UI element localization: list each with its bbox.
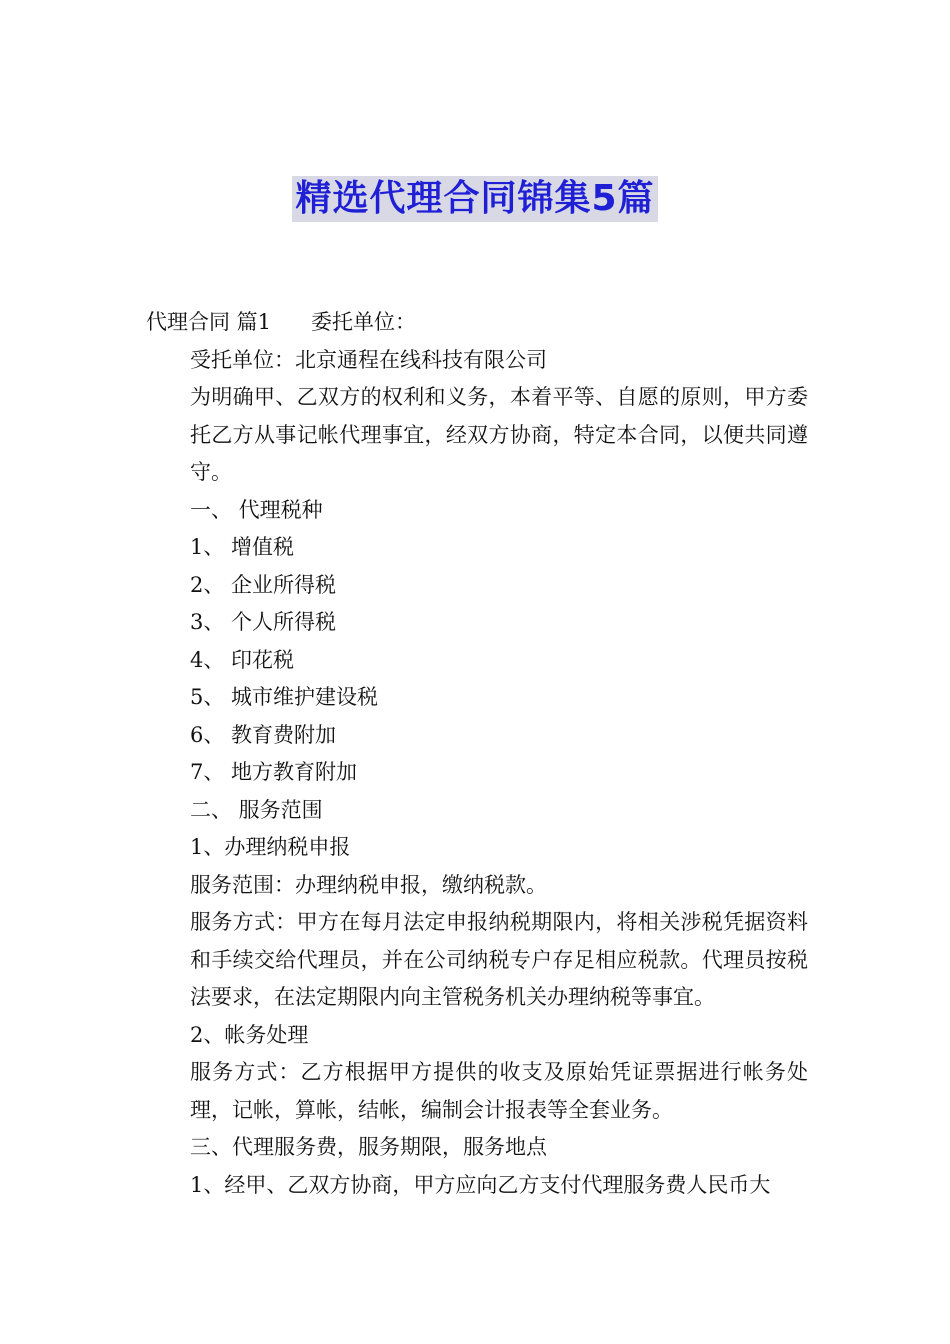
list-item-tax: 6、 教育费附加 [190,722,337,747]
paragraph-service-scope: 服务范围：办理纳税申报，缴纳税款。 [190,872,547,897]
list-item-tax: 2、 企业所得税 [190,572,337,597]
list-item-tax: 1、 增值税 [190,535,295,559]
paragraph-purpose: 为明确甲、乙双方的权利和义务，本着平等、自愿的原则，甲方委托乙方从事记帐代理事宜，经双方协商，特定本合同，以便共同遵守。 [190,385,808,484]
section-heading-tax-types: 一、 代理税种 [190,497,323,522]
list-item-tax: 3、 个人所得税 [190,610,337,634]
header-line [146,304,808,342]
paragraph-service-method-bookkeeping: 服务方式：乙方根据甲方提供的收支及原始凭证票据进行帐务处理，记帐，算帐，结帐，编制会计报表等全套业务。 [190,1060,808,1122]
list-item-tax: 7、 地方教育附加 [190,760,358,784]
paragraph-fee-agreement: 1、经甲、乙双方协商，甲方应向乙方支付代理服务费人民币大 [190,1172,771,1197]
section-heading-fees: 三、代理服务费，服务期限，服务地点 [190,1135,547,1159]
paragraph-service-method-filing: 服务方式：甲方在每月法定申报纳税期限内，将相关涉税凭据资料和手续交给代理员，并在公司纳税专户存足相应税款。代理员按税法要求，在法定期限内向主管税务机关办理纳税等事宜。 [190,910,808,1009]
document-title: 精选代理合同锦集5篇 [292,176,657,222]
title-container [0,176,950,222]
subsection-heading-tax-filing: 1、办理纳税申报 [190,835,351,859]
paragraph-agent-unit: 受托单位：北京通程在线科技有限公司 [190,347,547,372]
document-body [146,304,808,1204]
section-heading-service-scope: 二、 服务范围 [190,797,323,822]
client-unit-label: 委托单位： [311,310,417,334]
list-item-tax: 5、 城市维护建设税 [190,685,379,709]
list-item-tax: 4、 印花税 [190,647,295,672]
subsection-heading-bookkeeping: 2、帐务处理 [190,1022,309,1047]
contract-section-label: 代理合同 篇1 [146,310,272,334]
